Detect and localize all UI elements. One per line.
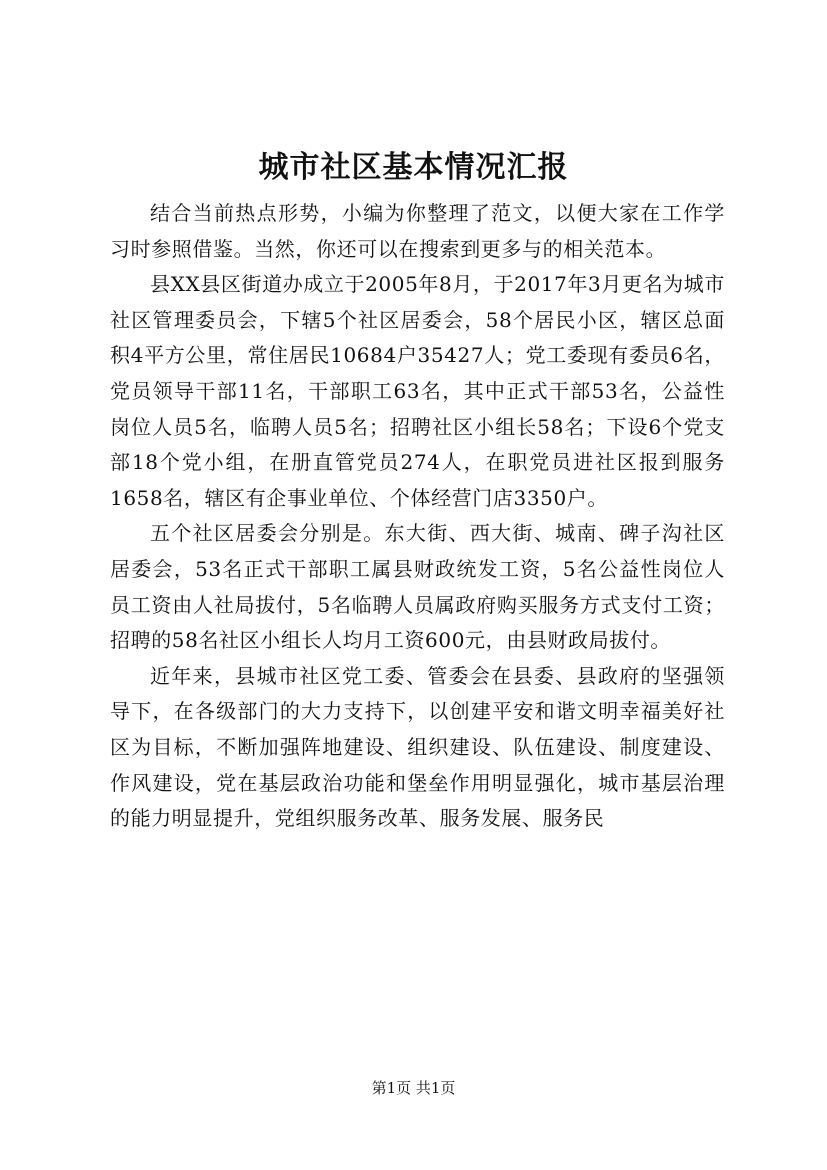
paragraph-committees: 五个社区居委会分别是。东大街、西大街、城南、碑子沟社区居委会，53名正式干部职工属县财政统发工资，5名公益性岗位人员工资由人社局拔付，5名临聘人员属政府购买服务方式支付工资；招聘的58名社区小组长人均月工资600元，由县财政局拔付。 (110, 521, 725, 653)
paragraph-recent-work: 近年来，县城市社区党工委、管委会在县委、县政府的坚强领导下，在各级部门的大力支持下，以创建平安和谐文明幸福美好社区为目标，不断加强阵地建设、组织建设、队伍建设、制度建设、作风建设，党在基层政治功能和堡垒作用明显强化，城市基层治理的能力明显提升，党组织服务改革、服务发展、服务民 (110, 663, 725, 831)
document-body (110, 196, 725, 837)
page-footer: 第1页 共1页 (371, 1079, 456, 1097)
document-title: 城市社区基本情况汇报 (258, 150, 569, 185)
paragraph-intro: 结合当前热点形势，小编为你整理了范文，以便大家在工作学习时参照借鉴。当然，你还可以在搜索到更多与的相关范本。 (110, 201, 725, 261)
paragraph-overview: 县XX县区街道办成立于2005年8月，于2017年3月更名为城市社区管理委员会，下辖5个社区居委会，58个居民小区，辖区总面积4平方公里，常住居民10684户35427人；党工委现有委员6名，党员领导干部11名，干部职工63名，其中正式干部53名，公益性岗位人员5名，临聘人员5名；招聘社区小组长58名；下设6个党支部18个党小组，在册直管党员274人，在职党员进社区报到服务1658名，辖区有企事业单位、个体经营门店3350户。 (110, 272, 725, 510)
